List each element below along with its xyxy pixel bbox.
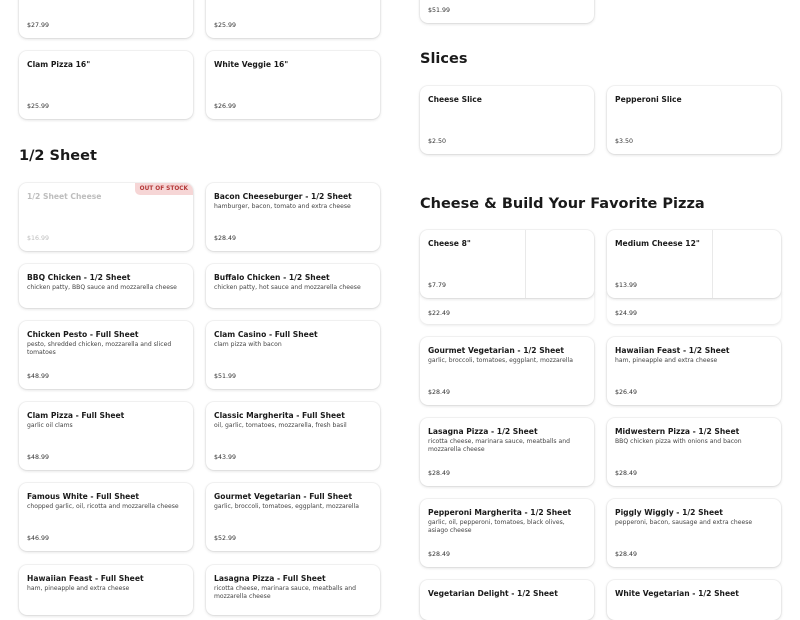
menu-item-card[interactable]: [420, 0, 594, 23]
menu-item-card[interactable]: [206, 565, 380, 615]
item-name: Gourmet Vegetarian - 1/2 Sheet: [428, 346, 564, 355]
menu-item-card[interactable]: [19, 483, 193, 551]
section-heading-half-sheet: 1/2 Sheet: [19, 148, 97, 164]
item-name: Clam Pizza - Full Sheet: [27, 411, 125, 420]
item-price: $48.99: [27, 373, 50, 380]
menu-item-card[interactable]: [607, 499, 781, 567]
item-price: $46.99: [27, 535, 50, 542]
item-price: $25.99: [214, 22, 237, 29]
item-price: $28.49: [214, 235, 237, 242]
menu-item-card[interactable]: [19, 51, 193, 119]
menu-item-card[interactable]: [420, 337, 594, 405]
item-price: $2.50: [428, 138, 447, 145]
menu-item-card[interactable]: [19, 264, 193, 308]
item-name: Classic Margherita - Full Sheet: [214, 411, 345, 420]
item-name: Piggly Wiggly - 1/2 Sheet: [615, 508, 723, 517]
item-name: Clam Casino - Full Sheet: [214, 330, 318, 339]
item-name: Pepperoni Margherita - 1/2 Sheet: [428, 508, 572, 517]
item-name: Pepperoni Slice: [615, 95, 682, 104]
item-description: clam pizza with bacon: [214, 341, 282, 348]
item-name: Gourmet Vegetarian - Full Sheet: [214, 492, 353, 501]
item-description: ricotta cheese, marinara sauce, meatballs and mozzarella cheese: [214, 585, 356, 600]
item-price: $43.99: [214, 454, 237, 461]
item-name: Chicken Pesto - Full Sheet: [27, 330, 139, 339]
item-price: $26.99: [214, 103, 237, 110]
menu-item-card[interactable]: [607, 418, 781, 486]
item-description: ham, pineapple and extra cheese: [615, 357, 718, 364]
menu-item-card[interactable]: [206, 264, 380, 308]
item-price: $16.99: [27, 235, 50, 242]
item-description: chopped garlic, oil, ricotta and mozzarella cheese: [27, 503, 179, 510]
item-description: garlic, broccoli, tomatoes, eggplant, mozzarella: [214, 503, 360, 510]
item-description: garlic, broccoli, tomatoes, eggplant, mozzarella: [428, 357, 574, 364]
item-price: $28.49: [615, 551, 638, 558]
menu-item-card[interactable]: [607, 337, 781, 405]
item-price: $51.99: [428, 7, 451, 14]
menu-item-card[interactable]: [206, 402, 380, 470]
menu-item-card[interactable]: [206, 483, 380, 551]
section-heading-build: Cheese & Build Your Favorite Pizza: [420, 196, 705, 212]
item-name: White Veggie 16": [214, 60, 289, 69]
item-price: $24.99: [615, 310, 638, 317]
menu-item-card[interactable]: [420, 499, 594, 567]
item-description: chicken patty, hot sauce and mozzarella cheese: [214, 284, 361, 291]
menu-item-card[interactable]: [19, 565, 193, 615]
item-description: chicken patty, BBQ sauce and mozzarella cheese: [27, 284, 177, 291]
item-description: oil, garlic, tomatoes, mozzarella, fresh basil: [214, 422, 347, 429]
item-description: BBQ chicken pizza with onions and bacon: [615, 438, 742, 445]
item-name: Buffalo Chicken - 1/2 Sheet: [214, 273, 330, 282]
item-description: hamburger, bacon, tomato and extra cheese: [214, 203, 351, 210]
item-name: Lasagna Pizza - 1/2 Sheet: [428, 427, 538, 436]
item-description: ricotta cheese, marinara sauce, meatballs and mozzarella cheese: [428, 438, 570, 453]
item-description: garlic, oil, pepperoni, tomatoes, black olives, asiago cheese: [428, 519, 565, 534]
item-name: Cheese 8": [428, 239, 471, 248]
item-description: pesto, shredded chicken, mozzarella and sliced tomatoes: [27, 341, 172, 356]
item-price: $28.49: [428, 551, 451, 558]
item-name: Lasagna Pizza - Full Sheet: [214, 574, 326, 583]
item-name: Bacon Cheeseburger - 1/2 Sheet: [214, 192, 352, 201]
menu-item-card[interactable]: [206, 51, 380, 119]
item-description: pepperoni, bacon, sausage and extra cheese: [615, 519, 753, 526]
item-name: Hawaiian Feast - 1/2 Sheet: [615, 346, 730, 355]
menu-item-card[interactable]: [19, 321, 193, 389]
item-price: $28.49: [615, 470, 638, 477]
item-price: $51.99: [214, 373, 237, 380]
item-price: $27.99: [27, 22, 50, 29]
item-price: $7.79: [428, 282, 447, 289]
menu-item-card[interactable]: [607, 580, 781, 620]
item-name: White Vegetarian - 1/2 Sheet: [615, 589, 739, 598]
item-price: $26.49: [615, 389, 638, 396]
menu-item-card[interactable]: [206, 183, 380, 251]
menu-item-card[interactable]: [19, 402, 193, 470]
item-price: $13.99: [615, 282, 638, 289]
item-description: garlic oil clams: [27, 422, 73, 429]
menu-item-card[interactable]: [420, 230, 594, 298]
menu-item-card[interactable]: [607, 230, 781, 298]
item-price: $3.50: [615, 138, 634, 145]
menu-item-card[interactable]: [19, 183, 193, 251]
item-description: ham, pineapple and extra cheese: [27, 585, 130, 592]
item-price: $48.99: [27, 454, 50, 461]
menu-item-card[interactable]: [206, 321, 380, 389]
menu-item-card[interactable]: [607, 86, 781, 154]
item-price: $22.49: [428, 310, 451, 317]
item-price: $28.49: [428, 389, 451, 396]
menu-item-card[interactable]: [19, 0, 193, 38]
item-price: $25.99: [27, 103, 50, 110]
item-name: BBQ Chicken - 1/2 Sheet: [27, 273, 131, 282]
item-price: $28.49: [428, 470, 451, 477]
item-price: $52.99: [214, 535, 237, 542]
menu-item-card[interactable]: [420, 86, 594, 154]
item-name: Medium Cheese 12": [615, 239, 700, 248]
item-name: Clam Pizza 16": [27, 60, 91, 69]
section-heading-slices: Slices: [420, 51, 468, 67]
menu-item-card[interactable]: [420, 418, 594, 486]
item-name: Midwestern Pizza - 1/2 Sheet: [615, 427, 740, 436]
out-of-stock-badge: OUT OF STOCK: [135, 183, 193, 195]
item-name: Famous White - Full Sheet: [27, 492, 140, 501]
item-name: Cheese Slice: [428, 95, 482, 104]
item-name: Vegetarian Delight - 1/2 Sheet: [428, 589, 558, 598]
item-name: Hawaiian Feast - Full Sheet: [27, 574, 144, 583]
menu-item-card[interactable]: [420, 580, 594, 620]
menu-item-card[interactable]: [206, 0, 380, 38]
item-name: 1/2 Sheet Cheese: [27, 192, 102, 201]
